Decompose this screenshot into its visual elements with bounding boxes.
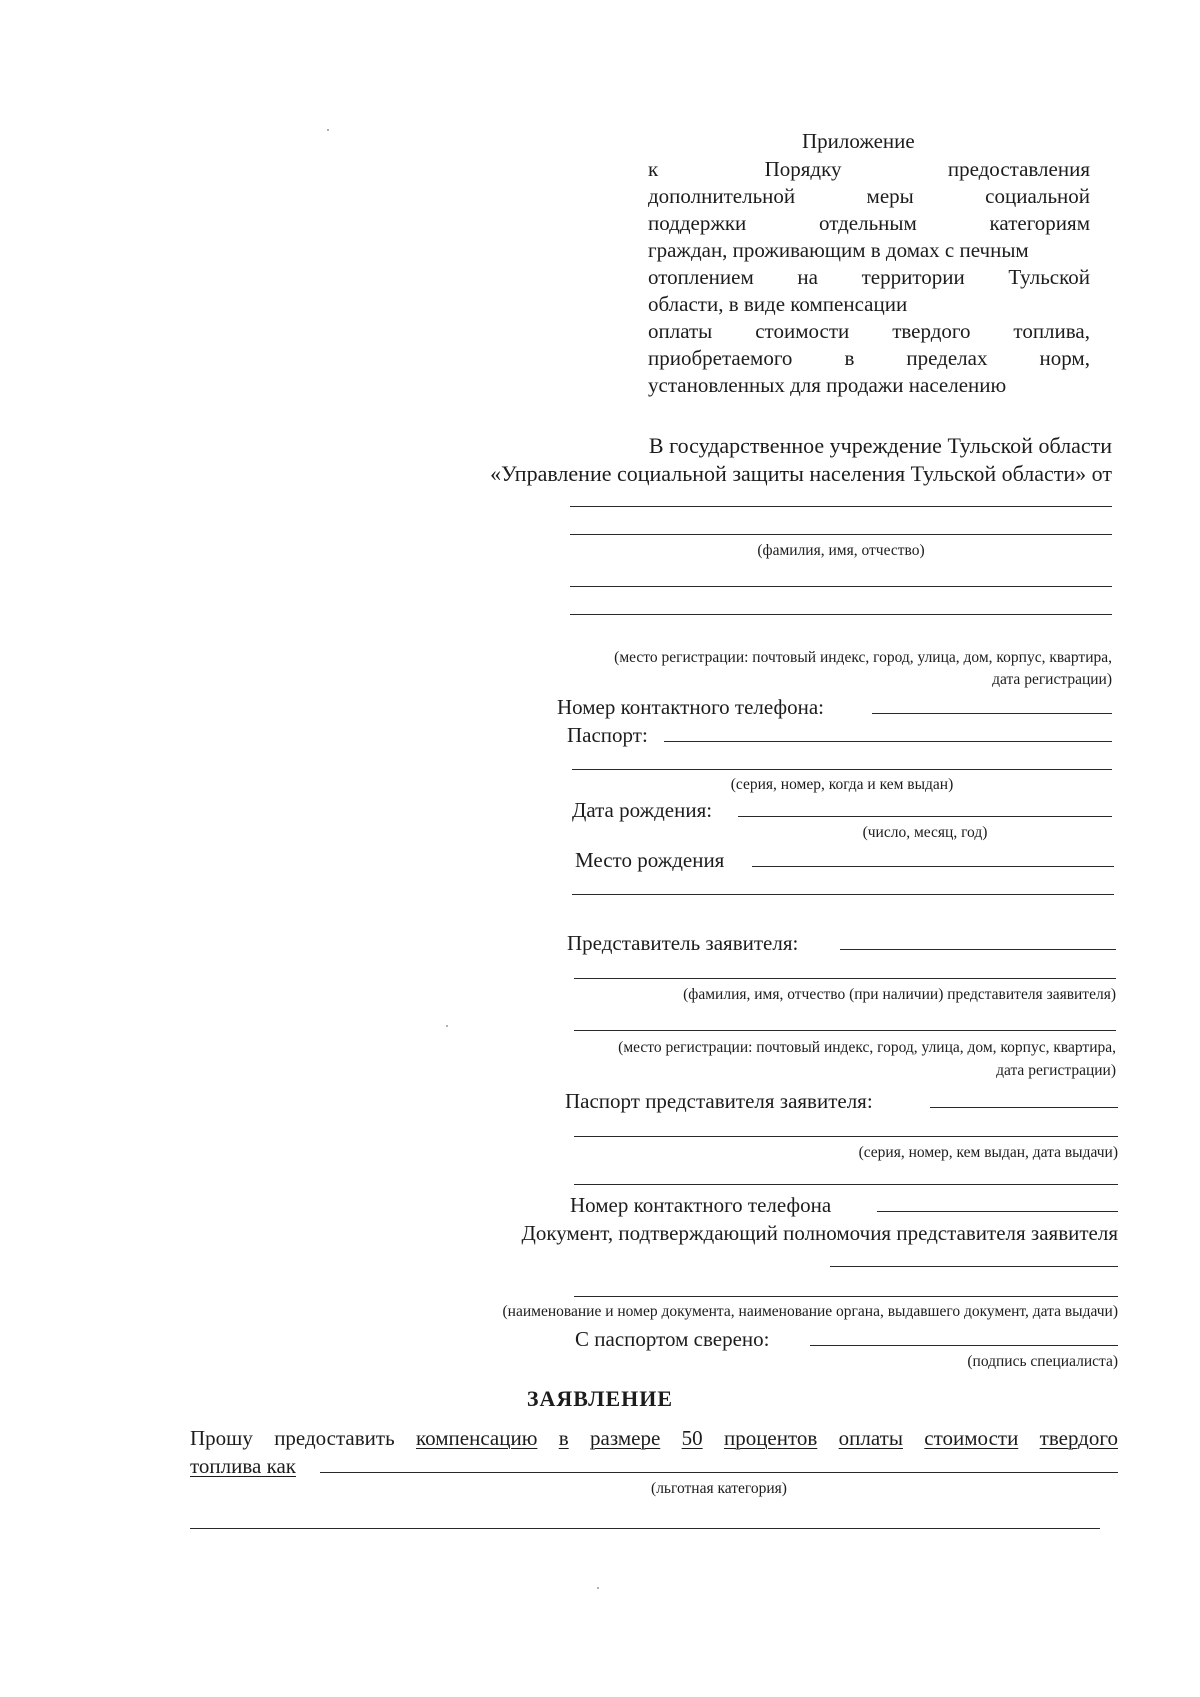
representative-authority-doc-field-line[interactable] — [574, 1296, 1118, 1297]
representative-passport-field-line[interactable] — [930, 1107, 1118, 1108]
applicant-birth-place-field-line[interactable] — [572, 894, 1114, 895]
applicant-passport-field-line[interactable] — [572, 769, 1112, 770]
scan-speck — [446, 1025, 448, 1027]
benefit-category-field-line[interactable] — [190, 1528, 1100, 1529]
annex-text-line-7: оплаты стоимости твердого топлива, — [648, 319, 1090, 343]
statement-request-line-2: топлива как — [190, 1454, 296, 1478]
representative-address-caption-2: дата регистрации) — [996, 1062, 1116, 1079]
benefit-category-caption: (льготная категория) — [651, 1480, 787, 1497]
annex-text-line-4: граждан, проживающим в домах с печным — [648, 238, 1029, 262]
annex-title: Приложение — [802, 129, 915, 153]
annex-text-line-1: к Порядку предоставления — [648, 157, 1090, 181]
applicant-address-field-line[interactable] — [570, 614, 1112, 615]
applicant-address-field-line[interactable] — [570, 586, 1112, 587]
representative-label: Представитель заявителя: — [567, 931, 799, 955]
representative-fio-field-line[interactable] — [574, 978, 1116, 979]
applicant-fio-field-line[interactable] — [570, 506, 1112, 507]
passport-verified-label: С паспортом сверено: — [575, 1327, 770, 1351]
addressee-line-1: В государственное учреждение Тульской области — [648, 433, 1112, 458]
applicant-birth-date-field-line[interactable] — [738, 816, 1112, 817]
representative-passport-field-line[interactable] — [574, 1136, 1118, 1137]
annex-text-line-5: отоплением на территории Тульской — [648, 265, 1090, 289]
representative-passport-field-line[interactable] — [574, 1184, 1118, 1185]
applicant-birth-date-label: Дата рождения: — [572, 798, 713, 822]
annex-text-line-6: области, в виде компенсации — [648, 292, 908, 316]
applicant-phone-field-line[interactable] — [872, 713, 1112, 714]
representative-passport-label: Паспорт представителя заявителя: — [565, 1089, 873, 1113]
representative-address-field-line[interactable] — [574, 1030, 1116, 1031]
applicant-phone-label: Номер контактного телефона: — [557, 695, 824, 719]
representative-phone-field-line[interactable] — [877, 1211, 1118, 1212]
specialist-signature-field-line[interactable] — [810, 1345, 1118, 1346]
applicant-fio-field-line[interactable] — [570, 534, 1112, 535]
representative-fio-field-line[interactable] — [840, 949, 1116, 950]
applicant-fio-caption: (фамилия, имя, отчество) — [757, 542, 925, 559]
applicant-passport-field-line[interactable] — [664, 741, 1112, 742]
applicant-address-caption-2: дата регистрации) — [992, 671, 1112, 688]
representative-address-caption-1: (место регистрации: почтовый индекс, город, улица, дом, корпус, квартира, — [618, 1039, 1116, 1056]
specialist-signature-caption: (подпись специалиста) — [967, 1353, 1118, 1370]
scan-speck — [327, 129, 329, 131]
representative-authority-doc-field-line[interactable] — [830, 1266, 1118, 1267]
annex-text-line-8: приобретаемого в пределах норм, — [648, 346, 1090, 370]
applicant-birth-date-caption: (число, месяц, год) — [862, 824, 988, 841]
representative-fio-caption: (фамилия, имя, отчество (при наличии) представителя заявителя) — [683, 986, 1116, 1003]
annex-text-line-3: поддержки отдельным категориям — [648, 211, 1090, 235]
annex-text-line-9: установленных для продажи населению — [648, 373, 1007, 397]
scan-speck — [597, 1587, 599, 1589]
applicant-address-caption-1: (место регистрации: почтовый индекс, город, улица, дом, корпус, квартира, — [614, 649, 1112, 666]
applicant-passport-label: Паспорт: — [567, 723, 648, 747]
applicant-passport-caption: (серия, номер, когда и кем выдан) — [730, 776, 954, 793]
representative-passport-caption: (серия, номер, кем выдан, дата выдачи) — [858, 1144, 1118, 1161]
addressee-line-2: «Управление социальной защиты населения Тульской области» от — [490, 461, 1112, 486]
applicant-birth-place-label: Место рождения — [575, 848, 725, 872]
annex-text-line-2: дополнительной меры социальной — [648, 184, 1090, 208]
statement-heading: ЗАЯВЛЕНИЕ — [526, 1386, 674, 1411]
benefit-category-field-line[interactable] — [320, 1472, 1118, 1473]
representative-authority-doc-label: Документ, подтверждающий полномочия представителя заявителя — [521, 1221, 1118, 1245]
applicant-birth-place-field-line[interactable] — [752, 866, 1114, 867]
representative-phone-label: Номер контактного телефона — [570, 1193, 832, 1217]
representative-authority-doc-caption: (наименование и номер документа, наименование органа, выдавшего документ, дата выдачи) — [502, 1303, 1118, 1320]
statement-request-line: Прошу предоставить компенсацию в размере 50 процентов оплаты стоимости твердого — [190, 1426, 1118, 1450]
